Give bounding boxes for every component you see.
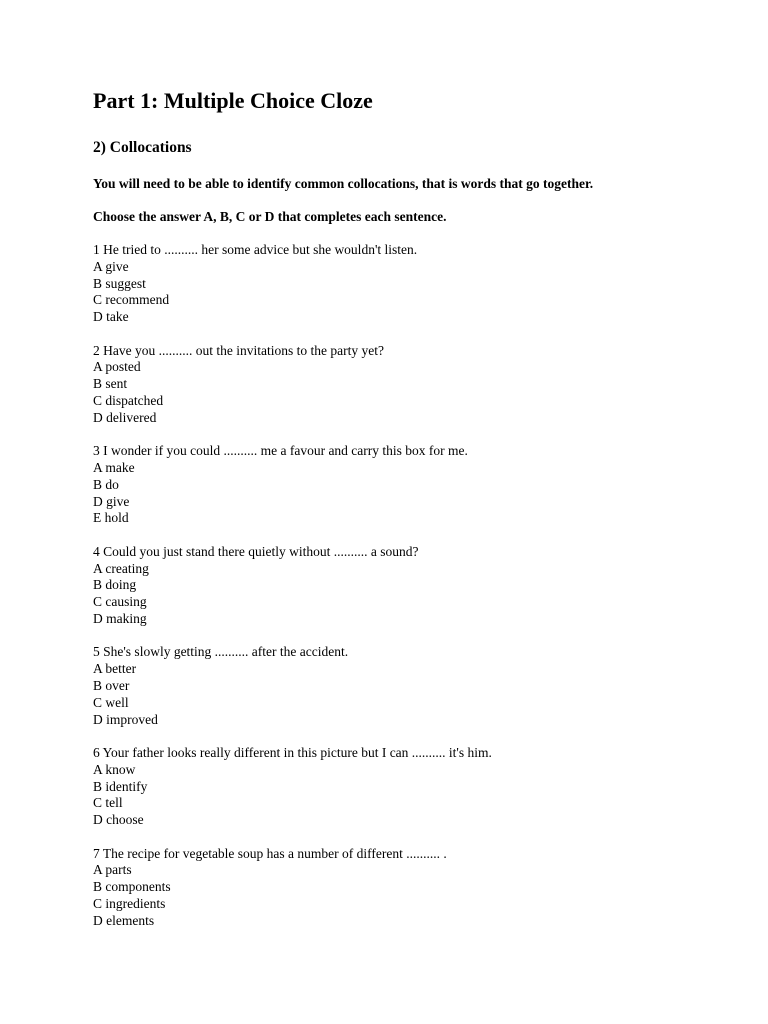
answer-option: D delivered [93, 409, 157, 425]
answer-option: C dispatched [93, 392, 164, 408]
answer-option: D choose [93, 812, 144, 828]
answer-option: D elements [93, 912, 155, 928]
answer-option: B suggest [93, 275, 146, 291]
question-prompt: 5 She's slowly getting .......... after the accident. [93, 644, 349, 660]
answer-option: C tell [93, 795, 123, 811]
question-3 [93, 443, 492, 544]
answer-option: B doing [93, 577, 137, 593]
answer-option: B components [93, 879, 171, 895]
answer-option: B sent [93, 376, 128, 392]
answer-option: E hold [93, 510, 129, 526]
answer-option: A give [93, 258, 129, 274]
answer-option: A parts [93, 862, 132, 878]
answer-option: C well [93, 694, 129, 710]
question-prompt: 2 Have you .......... out the invitations to the party yet? [93, 342, 384, 358]
answer-option: A posted [93, 359, 141, 375]
answer-option: D making [93, 610, 147, 626]
answer-option: D take [93, 309, 129, 325]
question-5 [93, 644, 492, 745]
answer-option: A better [93, 661, 137, 677]
instruction-collocations: You will need to be able to identify common collocations, that is words that go together. [93, 176, 594, 191]
answer-option: D improved [93, 711, 158, 727]
question-list [93, 242, 492, 946]
instruction-choose-answer: Choose the answer A, B, C or D that completes each sentence. [93, 209, 447, 224]
answer-option: B over [93, 677, 130, 693]
question-7 [93, 846, 492, 947]
question-prompt: 1 He tried to .......... her some advice but she wouldn't listen. [93, 242, 418, 257]
section-subtitle: 2) Collocations [93, 139, 192, 156]
question-6 [93, 745, 492, 846]
answer-option: C ingredients [93, 895, 166, 911]
answer-option: C recommend [93, 292, 170, 308]
answer-option: D give [93, 493, 130, 509]
question-prompt: 6 Your father looks really different in this picture but I can .......... it's him. [93, 744, 492, 760]
answer-option: C causing [93, 594, 147, 610]
page-title: Part 1: Multiple Choice Cloze [93, 88, 373, 113]
answer-option: A make [93, 459, 135, 475]
question-4 [93, 544, 492, 645]
question-1 [93, 242, 492, 343]
answer-option: B do [93, 476, 119, 492]
question-prompt: 7 The recipe for vegetable soup has a number of different .......... . [93, 845, 447, 861]
question-prompt: 4 Could you just stand there quietly without .......... a sound? [93, 543, 419, 559]
answer-option: A know [93, 761, 136, 777]
answer-option: A creating [93, 560, 149, 576]
question-2 [93, 343, 492, 444]
answer-option: B identify [93, 778, 148, 794]
question-prompt: 3 I wonder if you could .......... me a favour and carry this box for me. [93, 443, 468, 459]
